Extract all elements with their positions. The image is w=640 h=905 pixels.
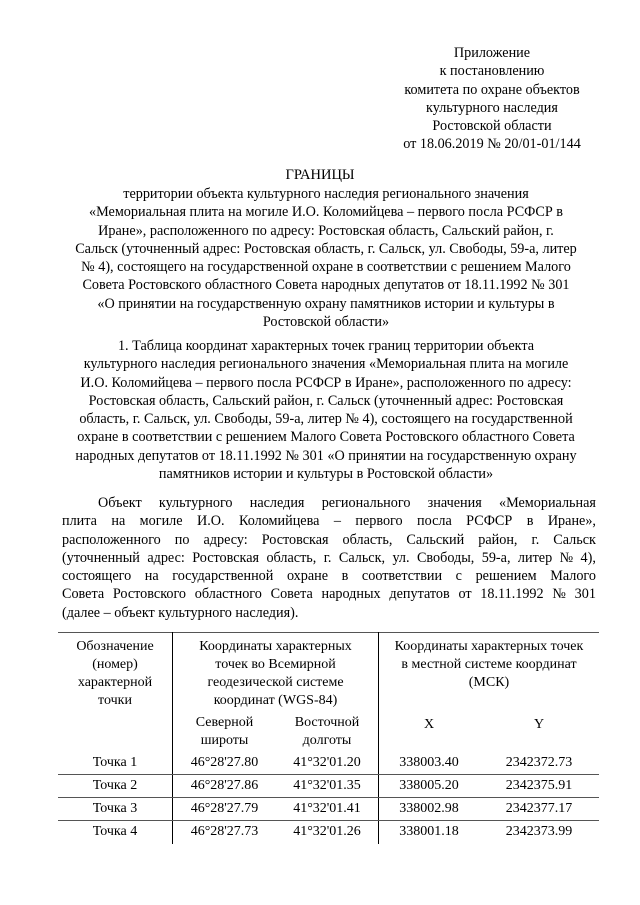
- section-1-line: народных депутатов от 18.11.1992 № 301 «О принятии на государственную охрану: [75, 447, 577, 464]
- subheader-east: Восточной долготы: [294, 715, 360, 748]
- word: состоящего: [62, 568, 132, 585]
- word: Совета: [270, 586, 313, 603]
- word: Ростовская: [192, 549, 260, 566]
- word: «Мемориальная: [498, 495, 596, 511]
- section-1-line: охране в соответствии с решением Малого Совета Ростовского областного Совета: [77, 429, 575, 446]
- word: И.О.: [196, 513, 225, 530]
- word: решением: [475, 568, 537, 585]
- cell-x: 338001.18: [399, 824, 459, 839]
- word: депутатов: [389, 586, 450, 603]
- subheader-y: Y: [533, 717, 545, 732]
- document-title: ГРАНИЦЫ: [285, 167, 355, 183]
- table-row-border: [58, 774, 599, 775]
- subtitle-line: территории объекта культурного наследия регионального значения: [123, 186, 529, 202]
- word: 59-а,: [481, 549, 511, 566]
- paragraph-line: [62, 512, 596, 530]
- word: Сальск: [553, 531, 596, 548]
- subtitle-line: Сальск (уточненный адрес: Ростовская область, г. Сальск, ул. Свободы, 59-а, литер: [75, 240, 577, 257]
- word: народных: [321, 586, 381, 603]
- word: г.: [531, 531, 540, 548]
- word: РСФСР: [466, 513, 513, 530]
- word: –: [333, 513, 341, 530]
- word: Объект: [98, 495, 142, 511]
- cell-east: 41°32'01.41: [293, 801, 361, 816]
- word: адресу:: [203, 531, 248, 548]
- subheader-x: X: [423, 717, 435, 732]
- word: Ростовская: [261, 531, 329, 548]
- cell-x: 338005.20: [399, 778, 459, 793]
- table-row-border: [58, 820, 599, 821]
- section-1-line: памятников истории и культуры в Ростовской области»: [158, 466, 494, 483]
- word: соответствии: [361, 568, 443, 585]
- section-1-heading: [56, 337, 596, 483]
- subtitle-line: «О принятии на государственную охрану памятников истории и культуры в: [97, 295, 555, 312]
- word: расположенного: [62, 531, 161, 548]
- cell-east: 41°32'01.35: [293, 778, 361, 793]
- subtitle-line: Ростовской области»: [262, 314, 390, 331]
- cell-point: Точка 1: [92, 755, 138, 770]
- subtitle-line: Иране», расположенного по адресу: Ростовская область, Сальский район, г.: [98, 222, 554, 239]
- word: посла: [417, 513, 452, 530]
- section-1-line: И.О. Коломийцева – первого посла РСФСР в Иране», расположенного по адресу:: [80, 374, 572, 391]
- cell-y: 2342373.99: [505, 824, 573, 839]
- word: областного: [194, 586, 262, 603]
- word: 301: [574, 586, 596, 603]
- word: на: [111, 513, 126, 530]
- paragraph-line: [62, 494, 596, 512]
- cell-east: 41°32'01.20: [293, 755, 361, 770]
- word: Совета: [62, 586, 105, 603]
- paragraph-line: [62, 567, 596, 585]
- section-1-line: область, г. Сальск, ул. Свободы, 59-а, литер № 4), состоящего на государственной: [79, 411, 573, 428]
- cell-point: Точка 3: [92, 801, 138, 816]
- word: №: [559, 549, 574, 566]
- section-1-line: Ростовская область, Сальский район, г. Сальск (уточненный адрес: Ростовская: [88, 392, 564, 409]
- appendix-line: комитета по охране объектов: [404, 81, 580, 98]
- appendix-header: [392, 44, 592, 154]
- paragraph-line: (далее – объект культурного наследия).: [62, 604, 299, 621]
- subtitle-line: «Мемориальная плита на могиле И.О. Коломийцева – первого посла РСФСР в: [89, 204, 563, 221]
- cell-north: 46°28'27.73: [190, 824, 259, 839]
- word: №: [552, 586, 566, 603]
- appendix-line: от 18.06.2019 № 20/01-01/144: [403, 136, 581, 153]
- appendix-line: культурного наследия: [426, 99, 558, 116]
- word: наследия: [249, 495, 305, 511]
- cell-x: 338003.40: [399, 755, 459, 770]
- cell-north: 46°28'27.80: [190, 755, 259, 770]
- subtitle-line: Совета Ростовского областного Совета народных депутатов от 18.11.1992 № 301: [82, 277, 570, 294]
- word: Ростовского: [112, 586, 187, 603]
- header-msk: Координаты характерных точек в местной системе координат (МСК): [394, 639, 584, 690]
- word: адрес:: [147, 549, 185, 566]
- word: регионального: [321, 495, 411, 511]
- cell-east: 41°32'01.26: [293, 824, 361, 839]
- cell-y: 2342377.17: [505, 801, 573, 816]
- document-subtitle: [56, 185, 596, 331]
- word: область,: [342, 531, 393, 548]
- word: охране: [286, 568, 329, 585]
- word: Малого: [550, 568, 596, 585]
- appendix-line: Приложение: [453, 45, 531, 61]
- word: плита: [62, 513, 97, 530]
- word: в: [526, 513, 534, 530]
- word: государственной: [172, 568, 274, 585]
- word: Коломийцева: [238, 513, 320, 530]
- word: могиле: [139, 513, 183, 530]
- word: область,: [266, 549, 317, 566]
- header-designation: Обозначение (номер) характерной точки: [76, 639, 154, 708]
- word: по: [174, 531, 190, 548]
- header-wgs84: Координаты характерных точек во Всемирной геодезической системе координат (WGS-84): [199, 639, 352, 708]
- word: первого: [355, 513, 403, 530]
- section-1-line: культурного наследия регионального значения «Мемориальная плита на могиле: [83, 356, 569, 373]
- word: в: [341, 568, 349, 585]
- paragraph-line: [62, 549, 596, 567]
- body-paragraph: [62, 494, 596, 622]
- word: Иране»,: [547, 513, 596, 530]
- word: ул.: [392, 549, 410, 566]
- word: с: [455, 568, 462, 585]
- cell-y: 2342372.73: [505, 755, 573, 770]
- section-1-line: 1. Таблица координат характерных точек границ территории объекта: [117, 338, 535, 354]
- word: культурного: [158, 495, 233, 511]
- appendix-line: Ростовской области: [432, 118, 552, 135]
- word: литер: [517, 549, 553, 566]
- cell-north: 46°28'27.86: [190, 778, 259, 793]
- word: 4),: [580, 549, 596, 566]
- appendix-line: к постановлению: [439, 63, 545, 80]
- word: район,: [478, 531, 518, 548]
- paragraph-line: [62, 531, 596, 549]
- word: Свободы,: [416, 549, 475, 566]
- cell-north: 46°28'27.79: [190, 801, 259, 816]
- cell-point: Точка 2: [92, 778, 138, 793]
- word: 18.11.1992: [480, 586, 544, 603]
- subtitle-line: № 4), состоящего на государственной охране в соответствии с решением Малого: [81, 259, 571, 276]
- word: значения: [427, 495, 482, 511]
- word: на: [144, 568, 159, 585]
- word: (уточненный: [62, 549, 140, 566]
- table-row-border: [58, 797, 599, 798]
- word: Сальск,: [338, 549, 386, 566]
- subheader-north: Северной широты: [195, 715, 254, 748]
- word: г.: [323, 549, 332, 566]
- table-top-border: [58, 632, 599, 633]
- cell-x: 338002.98: [399, 801, 459, 816]
- word: Сальский: [406, 531, 465, 548]
- coordinates-table: [58, 632, 599, 844]
- cell-point: Точка 4: [92, 824, 138, 839]
- paragraph-line: [62, 585, 596, 603]
- word: от: [458, 586, 472, 603]
- cell-y: 2342375.91: [505, 778, 573, 793]
